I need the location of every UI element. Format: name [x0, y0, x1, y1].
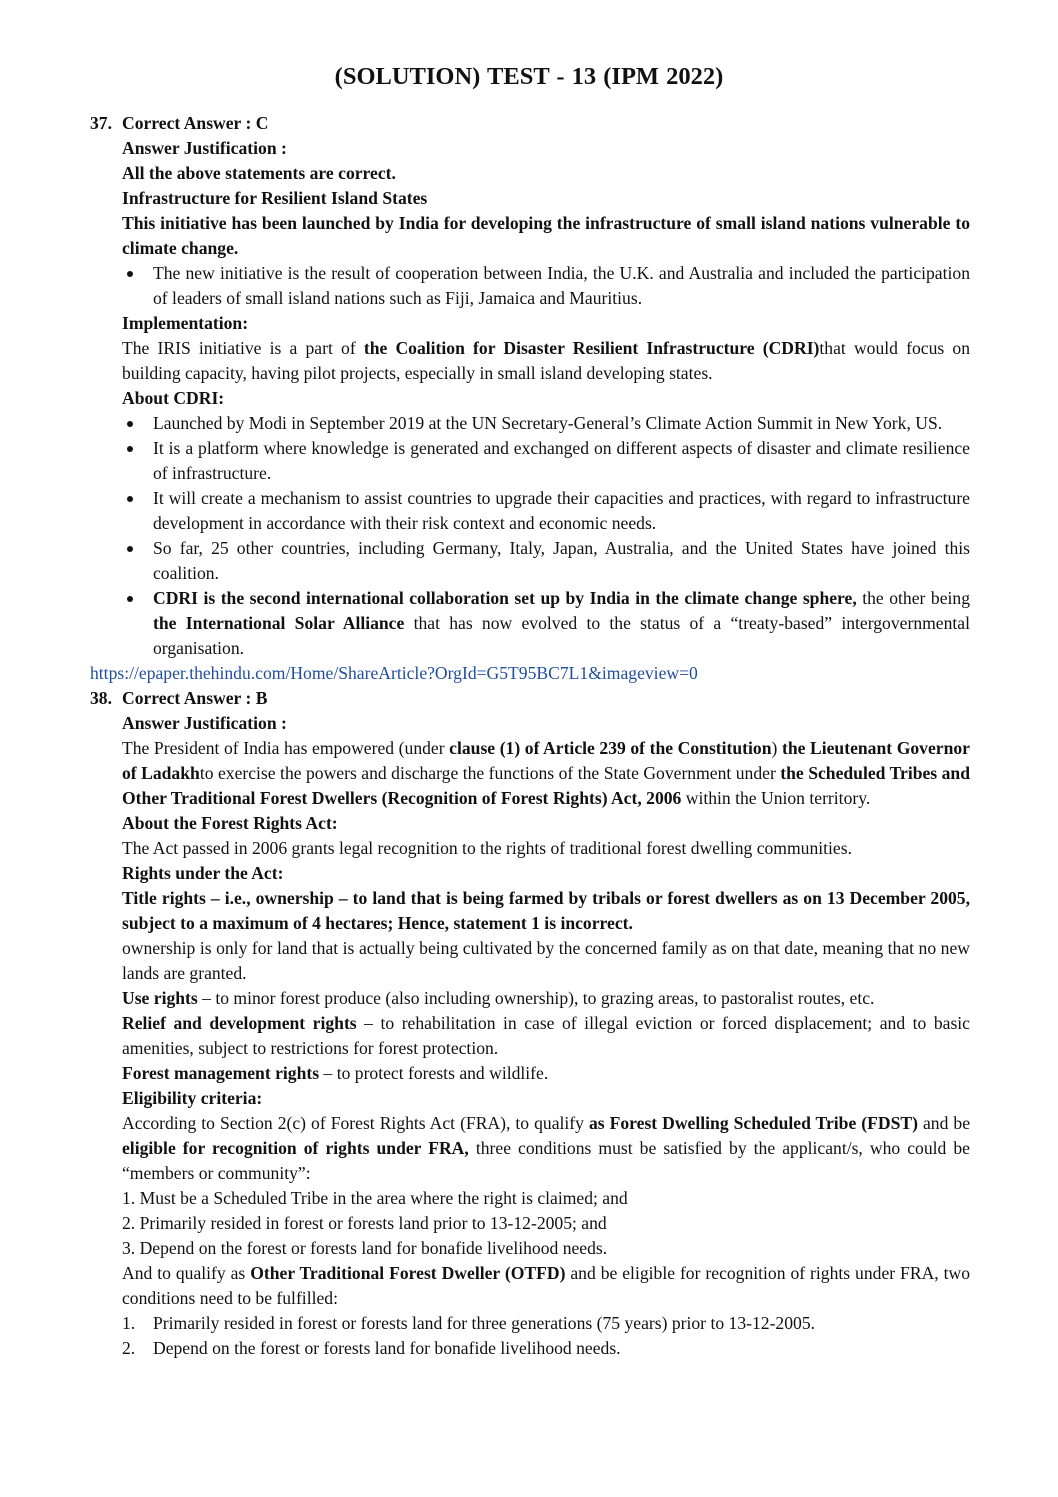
question-header: [90, 111, 970, 136]
question-number: 38.: [90, 688, 112, 708]
intro-text: This initiative has been launched by India for developing the infrastructure of small island nations vulnerable to climate change.: [122, 213, 970, 258]
implementation-text: [122, 336, 970, 386]
bold-span: eligible for recognition of rights under FRA,: [122, 1138, 469, 1158]
implementation-heading: Implementation:: [122, 313, 249, 333]
bold-span: the Scheduled Tribes and Other Traditional Forest Dwellers (Recognition of Forest Rights) Act, 2006: [122, 763, 970, 808]
justification-label: Answer Justification :: [122, 138, 287, 158]
forest-management-text: [122, 1061, 970, 1086]
list-item: Launched by Modi in September 2019 at the UN Secretary-General’s Climate Action Summit in New York, US.: [122, 411, 970, 436]
document-body: [90, 111, 970, 1361]
about-cdri-heading: About CDRI:: [122, 388, 225, 408]
statement: All the above statements are correct.: [122, 163, 396, 183]
list-item: So far, 25 other countries, including Germany, Italy, Japan, Australia, and the United States have joined this coalition.: [122, 536, 970, 586]
bullet-list-2: [122, 411, 970, 661]
question-number: 37.: [90, 113, 112, 133]
fdst-condition: 3. Depend on the forest or forests land for bonafide livelihood needs.: [122, 1238, 608, 1258]
text-span: – to minor forest produce (also including ownership), to grazing areas, to pastoralist routes, etc.: [197, 988, 875, 1008]
text-span: and be: [917, 1113, 970, 1133]
bold-span: Other Traditional Forest Dweller (OTFD): [250, 1263, 566, 1283]
text-span: that would focus on building capacity, having pilot projects, especially in small island developing states.: [122, 338, 970, 383]
otfd-conditions-list: [122, 1311, 970, 1361]
otfd-paragraph: [122, 1261, 970, 1311]
text-span: According to Section 2(c) of Forest Rights Act (FRA), to qualify: [122, 1113, 589, 1133]
bold-span: the Coalition for Disaster Resilient Infrastructure (CDRI): [363, 338, 820, 358]
text-span: The IRIS initiative is a part of: [122, 338, 364, 358]
bold-span: Use rights: [122, 988, 198, 1008]
text-span: that has now evolved to the status of a “treaty-based” intergovernmental organisation.: [153, 613, 970, 658]
text-span: within the Union territory.: [681, 788, 871, 808]
page-title: (SOLUTION) TEST - 13 (IPM 2022): [334, 63, 724, 90]
list-text: Depend on the forest or forests land for bonafide livelihood needs.: [153, 1338, 621, 1358]
list-item: It is a platform where knowledge is generated and exchanged on different aspects of disaster and climate resilience of infrastructure.: [122, 436, 970, 486]
correct-answer: Correct Answer : C: [122, 113, 269, 133]
question-38: [90, 686, 970, 1361]
about-fra-text: The Act passed in 2006 grants legal recognition to the rights of traditional forest dwelling communities.: [122, 838, 852, 858]
text-span: the other being: [856, 588, 970, 608]
correct-answer: Correct Answer : B: [122, 688, 268, 708]
about-fra-heading: About the Forest Rights Act:: [122, 813, 338, 833]
bold-span: the Lieutenant Governor of Ladakh: [122, 738, 970, 783]
text-span: to exercise the powers and discharge the functions of the State Government under: [199, 763, 781, 783]
text-span: and be eligible for recognition of rights under FRA, two conditions need to be fulfilled:: [122, 1263, 971, 1308]
president-paragraph: [122, 736, 970, 811]
eligibility-paragraph: [122, 1111, 970, 1186]
bold-span: (FDST): [861, 1113, 918, 1133]
text-span: – to protect forests and wildlife.: [319, 1063, 549, 1083]
text-span: ): [771, 738, 782, 758]
fdst-condition: 2. Primarily resided in forest or forests land prior to 13-12-2005; and: [122, 1213, 607, 1233]
list-item: It will create a mechanism to assist countries to upgrade their capacities and practices, with regard to infrastructure development in accordance with their risk context and economic needs.: [122, 486, 970, 536]
list-item: [122, 1311, 970, 1336]
ownership-text: ownership is only for land that is actually being cultivated by the concerned family as on that date, meaning that no new lands are granted.: [122, 938, 970, 983]
fdst-condition: 1. Must be a Scheduled Tribe in the area where the right is claimed; and: [122, 1188, 628, 1208]
text-span: And to qualify as: [122, 1263, 251, 1283]
use-rights-text: [122, 986, 970, 1011]
list-number: 2.: [122, 1338, 136, 1358]
list-item: [122, 586, 970, 661]
relief-rights-text: [122, 1011, 970, 1061]
bold-span: Forest management rights: [122, 1063, 320, 1083]
text-span: The President of India has empowered (under: [122, 738, 450, 758]
rights-heading: Rights under the Act:: [122, 863, 284, 883]
bold-span: CDRI is the second international collaboration set up by India in the climate change sphere,: [153, 588, 857, 608]
justification-label: Answer Justification :: [122, 713, 287, 733]
question-header: [90, 686, 970, 711]
source-link[interactable]: https://epaper.thehindu.com/Home/ShareArticle?OrgId=G5T95BC7L1&imageview=0: [90, 663, 698, 683]
text-span: three conditions must be satisfied by the applicant/s, who could be “members or community”:: [122, 1138, 970, 1183]
bold-span: Relief and development rights: [122, 1013, 357, 1033]
question-37: [90, 111, 970, 686]
title-rights-text: Title rights – i.e., ownership – to land that is being farmed by tribals or forest dwellers as on 13 December 2005, subject to a maximum of 4 hectares; Hence, statement 1 is incorrect.: [122, 888, 970, 933]
bold-span: the International Solar Alliance: [153, 613, 405, 633]
list-text: Primarily resided in forest or forests land for three generations (75 years) prior to 13-12-2005.: [153, 1313, 816, 1333]
text-span: – to rehabilitation in case of illegal eviction or forced displacement; and to basic amenities, subject to restrictions for forest protection.: [122, 1013, 970, 1058]
eligibility-heading: Eligibility criteria:: [122, 1088, 263, 1108]
list-number: 1.: [122, 1313, 136, 1333]
bold-span: clause (1) of Article 239 of the Constitution: [449, 738, 772, 758]
topic-heading: Infrastructure for Resilient Island States: [122, 188, 428, 208]
bullet-list-1: [122, 261, 970, 311]
list-item: [122, 1336, 970, 1361]
list-item: The new initiative is the result of cooperation between India, the U.K. and Australia and included the participation of leaders of small island nations such as Fiji, Jamaica and Mauritius.: [122, 261, 970, 311]
bold-span: as Forest Dwelling Scheduled Tribe: [588, 1113, 857, 1133]
